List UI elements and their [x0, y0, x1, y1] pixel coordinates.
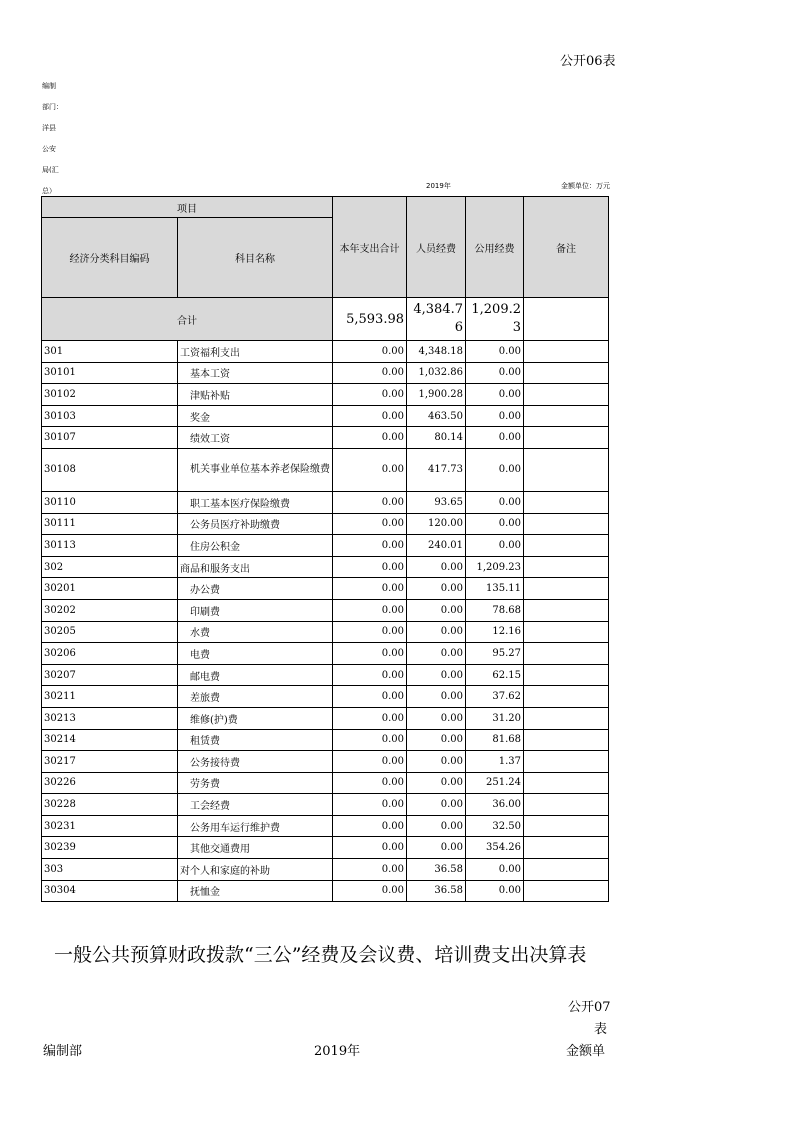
row-code: 30107	[42, 427, 178, 449]
row-total: 0.00	[333, 513, 407, 535]
row-name: 工资福利支出	[178, 341, 333, 363]
total-label: 合计	[42, 298, 333, 341]
dept-line: 洋县	[42, 124, 56, 132]
header-row	[42, 197, 609, 218]
row-public: 0.00	[466, 341, 524, 363]
row-name: 抚恤金	[178, 880, 333, 902]
form-number-2: 公开07	[568, 1000, 611, 1015]
row-name: 公务用车运行维护费	[178, 815, 333, 837]
table-row	[42, 535, 609, 557]
row-personnel: 0.00	[407, 686, 466, 708]
row-note	[524, 880, 609, 902]
row-personnel: 463.50	[407, 405, 466, 427]
row-public: 354.26	[466, 837, 524, 859]
row-name: 电费	[178, 643, 333, 665]
dept-line: 部门：	[42, 103, 63, 111]
row-code: 30239	[42, 837, 178, 859]
row-note	[524, 772, 609, 794]
table-row	[42, 448, 609, 491]
row-personnel: 0.00	[407, 751, 466, 773]
row-note	[524, 405, 609, 427]
row-note	[524, 599, 609, 621]
row-code: 30108	[42, 448, 178, 491]
row-public: 37.62	[466, 686, 524, 708]
table-row	[42, 772, 609, 794]
row-public: 32.50	[466, 815, 524, 837]
row-note	[524, 341, 609, 363]
form-number-2-suffix: 表	[594, 1022, 608, 1037]
table-row	[42, 880, 609, 902]
table-row	[42, 513, 609, 535]
row-code: 30205	[42, 621, 178, 643]
row-total: 0.00	[333, 491, 407, 513]
form-number: 公开06表	[560, 54, 616, 69]
row-code: 30213	[42, 707, 178, 729]
row-total: 0.00	[333, 859, 407, 881]
row-total: 0.00	[333, 751, 407, 773]
row-note	[524, 535, 609, 557]
row-total: 0.00	[333, 362, 407, 384]
year-label-2: 2019年	[314, 1044, 361, 1059]
dept-line: 总）	[42, 187, 56, 195]
row-code: 30217	[42, 751, 178, 773]
dept-line: 公安	[42, 145, 56, 153]
table-row	[42, 751, 609, 773]
note-cell	[524, 298, 609, 341]
expenditure-table	[41, 196, 609, 902]
row-name: 其他交通费用	[178, 837, 333, 859]
row-note	[524, 729, 609, 751]
row-public: 31.20	[466, 707, 524, 729]
note-header: 备注	[524, 197, 609, 298]
total-row	[42, 298, 609, 341]
row-code: 30110	[42, 491, 178, 513]
row-public: 0.00	[466, 880, 524, 902]
row-total: 0.00	[333, 707, 407, 729]
row-total: 0.00	[333, 880, 407, 902]
year-label: 2019年	[426, 182, 451, 190]
row-personnel: 0.00	[407, 664, 466, 686]
row-name: 差旅费	[178, 686, 333, 708]
row-public: 0.00	[466, 491, 524, 513]
table-row	[42, 707, 609, 729]
row-public: 251.24	[466, 772, 524, 794]
public-header: 公用经费	[466, 197, 524, 298]
row-code: 30111	[42, 513, 178, 535]
row-name: 水费	[178, 621, 333, 643]
row-public: 0.00	[466, 405, 524, 427]
row-public: 1.37	[466, 751, 524, 773]
row-name: 办公费	[178, 578, 333, 600]
table-row	[42, 491, 609, 513]
row-public: 36.00	[466, 794, 524, 816]
row-note	[524, 837, 609, 859]
row-note	[524, 664, 609, 686]
row-total: 0.00	[333, 556, 407, 578]
row-code: 30102	[42, 384, 178, 406]
row-personnel: 0.00	[407, 729, 466, 751]
row-public: 0.00	[466, 859, 524, 881]
row-public: 0.00	[466, 448, 524, 491]
row-public: 0.00	[466, 513, 524, 535]
row-personnel: 0.00	[407, 707, 466, 729]
row-personnel: 36.58	[407, 859, 466, 881]
table-row	[42, 341, 609, 363]
table-row	[42, 837, 609, 859]
row-personnel: 0.00	[407, 837, 466, 859]
row-public: 0.00	[466, 384, 524, 406]
personnel-header: 人员经费	[407, 197, 466, 298]
row-name: 绩效工资	[178, 427, 333, 449]
row-name: 印刷费	[178, 599, 333, 621]
table-row	[42, 686, 609, 708]
row-public: 78.68	[466, 599, 524, 621]
row-total: 0.00	[333, 664, 407, 686]
row-name: 对个人和家庭的补助	[178, 859, 333, 881]
row-public: 95.27	[466, 643, 524, 665]
table-row	[42, 729, 609, 751]
row-note	[524, 751, 609, 773]
row-note	[524, 491, 609, 513]
table-row	[42, 621, 609, 643]
project-header: 项目	[42, 197, 333, 218]
row-personnel: 0.00	[407, 556, 466, 578]
row-note	[524, 513, 609, 535]
row-personnel: 0.00	[407, 772, 466, 794]
row-code: 30211	[42, 686, 178, 708]
row-personnel: 1,032.86	[407, 362, 466, 384]
row-note	[524, 384, 609, 406]
table-row	[42, 794, 609, 816]
row-public: 62.15	[466, 664, 524, 686]
row-total: 0.00	[333, 794, 407, 816]
row-note	[524, 643, 609, 665]
total-value: 5,593.98	[333, 298, 407, 341]
table-row	[42, 643, 609, 665]
table-row	[42, 599, 609, 621]
row-public: 0.00	[466, 362, 524, 384]
code-header: 经济分类科目编码	[42, 218, 178, 298]
row-name: 住房公积金	[178, 535, 333, 557]
unit-label: 金额单位：万元	[561, 182, 610, 190]
row-public: 12.16	[466, 621, 524, 643]
row-total: 0.00	[333, 772, 407, 794]
row-personnel: 0.00	[407, 578, 466, 600]
row-note	[524, 427, 609, 449]
row-name: 劳务费	[178, 772, 333, 794]
row-public: 1,209.23	[466, 556, 524, 578]
row-code: 30214	[42, 729, 178, 751]
row-name: 工会经费	[178, 794, 333, 816]
row-note	[524, 794, 609, 816]
table-row	[42, 578, 609, 600]
row-note	[524, 578, 609, 600]
row-total: 0.00	[333, 729, 407, 751]
row-personnel: 4,348.18	[407, 341, 466, 363]
personnel-total-value: 4,384.76	[407, 298, 466, 341]
row-name: 职工基本医疗保险缴费	[178, 491, 333, 513]
name-header: 科目名称	[178, 218, 333, 298]
row-personnel: 80.14	[407, 427, 466, 449]
row-name: 机关事业单位基本养老保险缴费	[178, 448, 333, 491]
row-name: 奖金	[178, 405, 333, 427]
row-total: 0.00	[333, 837, 407, 859]
table-row	[42, 362, 609, 384]
row-code: 30226	[42, 772, 178, 794]
row-code: 303	[42, 859, 178, 881]
row-personnel: 1,900.28	[407, 384, 466, 406]
row-name: 商品和服务支出	[178, 556, 333, 578]
table-row	[42, 427, 609, 449]
row-code: 30113	[42, 535, 178, 557]
row-total: 0.00	[333, 405, 407, 427]
dept-label-2: 编制部	[43, 1044, 83, 1059]
row-personnel: 120.00	[407, 513, 466, 535]
row-total: 0.00	[333, 535, 407, 557]
row-total: 0.00	[333, 341, 407, 363]
row-total: 0.00	[333, 643, 407, 665]
public-total-value: 1,209.23	[466, 298, 524, 341]
row-code: 302	[42, 556, 178, 578]
row-total: 0.00	[333, 448, 407, 491]
row-total: 0.00	[333, 815, 407, 837]
table-row	[42, 815, 609, 837]
row-code: 30103	[42, 405, 178, 427]
row-personnel: 240.01	[407, 535, 466, 557]
row-note	[524, 362, 609, 384]
row-personnel: 417.73	[407, 448, 466, 491]
table-row	[42, 405, 609, 427]
row-personnel: 36.58	[407, 880, 466, 902]
row-public: 135.11	[466, 578, 524, 600]
row-personnel: 0.00	[407, 815, 466, 837]
row-total: 0.00	[333, 384, 407, 406]
row-code: 30231	[42, 815, 178, 837]
row-total: 0.00	[333, 599, 407, 621]
row-note	[524, 448, 609, 491]
row-personnel: 0.00	[407, 794, 466, 816]
row-code: 30101	[42, 362, 178, 384]
row-code: 30206	[42, 643, 178, 665]
row-name: 租赁费	[178, 729, 333, 751]
row-personnel: 93.65	[407, 491, 466, 513]
row-code: 30201	[42, 578, 178, 600]
row-note	[524, 707, 609, 729]
row-personnel: 0.00	[407, 599, 466, 621]
row-code: 30202	[42, 599, 178, 621]
table-row	[42, 859, 609, 881]
row-note	[524, 621, 609, 643]
row-name: 邮电费	[178, 664, 333, 686]
total-header: 本年支出合计	[333, 197, 407, 298]
row-total: 0.00	[333, 427, 407, 449]
row-name: 维修(护)费	[178, 707, 333, 729]
table-row	[42, 664, 609, 686]
dept-label	[42, 76, 63, 202]
row-personnel: 0.00	[407, 621, 466, 643]
row-code: 30207	[42, 664, 178, 686]
unit-label-2: 金额单	[566, 1044, 606, 1059]
table-row	[42, 556, 609, 578]
dept-line: 局(汇	[42, 166, 59, 174]
table-row	[42, 384, 609, 406]
dept-line: 编制	[42, 82, 56, 90]
row-code: 30228	[42, 794, 178, 816]
row-public: 0.00	[466, 535, 524, 557]
row-note	[524, 815, 609, 837]
row-total: 0.00	[333, 578, 407, 600]
row-note	[524, 686, 609, 708]
row-name: 公务员医疗补助缴费	[178, 513, 333, 535]
row-public: 0.00	[466, 427, 524, 449]
row-note	[524, 859, 609, 881]
row-name: 津贴补贴	[178, 384, 333, 406]
row-total: 0.00	[333, 621, 407, 643]
row-personnel: 0.00	[407, 643, 466, 665]
row-total: 0.00	[333, 686, 407, 708]
row-public: 81.68	[466, 729, 524, 751]
row-name: 公务接待费	[178, 751, 333, 773]
row-name: 基本工资	[178, 362, 333, 384]
section-title: 一般公共预算财政拨款“三公”经费及会议费、培训费支出决算表	[54, 944, 587, 966]
row-code: 301	[42, 341, 178, 363]
row-code: 30304	[42, 880, 178, 902]
row-note	[524, 556, 609, 578]
